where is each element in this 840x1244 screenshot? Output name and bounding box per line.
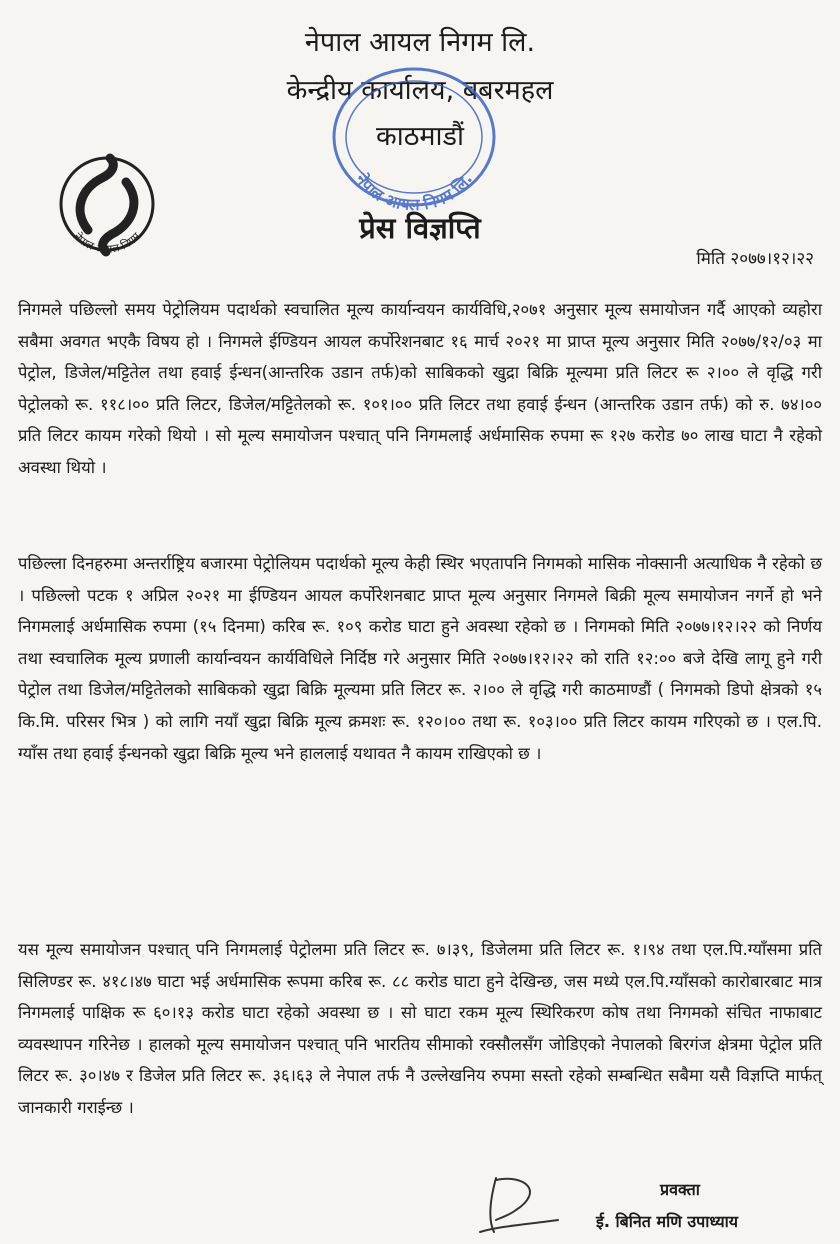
spokesperson-name: ई. बिनित मणि उपाध्याय: [596, 1212, 739, 1231]
paragraph-1: निगमले पछिल्लो समय पेट्रोलियम पदार्थको स्वचालित मूल्य कार्यान्वयन कार्यविधि,२०७१ अनुसार मूल्य समायोजन गर्दै आएको व्यहोरा सबैमा अवगत भएकै विषय हो । निगमले ईण्डियन आयल कर्पोरेशनबाट १६ मार्च २०२१ मा प्राप्त मूल्य अनुसार मिति २०७७/१२/०३ मा पेट्रोल, डिजेल/मट्टितेल तथा हवाई ईन्धन(आन्तरिक उडान तर्फ)को साबिकको खुद्रा बिक्रि मूल्यमा प्रति लिटर रू २।०० ले वृद्धि गरी पेट्रोलको रू. ११८।०० प्रति लिटर, डिजेल/मट्टितेलको रू. १०१।०० प्रति लिटर तथा हवाई ईन्धन (आन्तरिक उडान तर्फ) को रु. ७४।०० प्रति लिटर कायम गरेको थियो । सो मूल्य समायोजन पश्चात् पनि निगमलाई अर्धमासिक रुपमा रू १२७ करोड ७० लाख घाटा नै रहेको अवस्था थियो ।: [18, 300, 822, 477]
spokesperson-role: प्रवक्ता: [660, 1180, 700, 1199]
paragraph-2: पछिल्ला दिनहरुमा अन्तर्राष्ट्रिय बजारमा पेट्रोलियम पदार्थको मूल्य केही स्थिर भएतापनि निगमको मासिक नोक्सानी अत्याधिक नै रहेको छ । पछिल्लो पटक १ अप्रिल २०२१ मा ईण्डियन आयल कर्पोरेशनबाट प्राप्त मूल्य अनुसार निगमले बिक्री मूल्य समायोजन नगर्ने हो भने निगमलाई अर्धमासिक रुपमा (१५ दिनमा) करिब रू. १०९ करोड घाटा हुने अवस्था रहेको छ । निगमको मिति २०७७।१२।२२ को निर्णय तथा स्वचालिक मूल्य प्रणाली कार्यान्वयन कार्यविधिले निर्दिष्ठ गरे अनुसार मिति २०७७।१२।२२ को राति १२:०० बजे देखि लागू हुने गरी पेट्रोल तथा डिजेल/मट्टितेलको साबिकको खुद्रा बिक्रि मूल्यमा प्रति लिटर रू. २।०० ले वृद्धि गरी काठमाण्डौं ( निगमको डिपो क्षेत्रको १५ कि.मि. परिसर भित्र ) को लागि नयाँ खुद्रा बिक्रि मूल्य क्रमशः रू. १२०।०० तथा रू. १०३।०० प्रति लिटर कायम गरिएको छ । एल.पि. ग्याँस तथा हवाई ईन्धनको खुद्रा बिक्रि मूल्य भने हाललाई यथावत नै कायम राखिएको छ ।: [18, 554, 822, 763]
paragraph-3: यस मूल्य समायोजन पश्चात् पनि निगमलाई पेट्रोलमा प्रति लिटर रू. ७।३९, डिजेलमा प्रति लिटर रू. १।९४ तथा एल.पि.ग्याँसमा प्रति सिलिण्डर रू. ४१८।४७ घाटा भई अर्धमासिक रूपमा करिब रू. ८८ करोड घाटा हुने देखिन्छ, जस मध्ये एल.पि.ग्याँसको कारोबारबाट मात्र निगमलाई पाक्षिक रू ६०।१३ करोड घाटा रहेको अवस्था छ । सो घाटा रकम मूल्य स्थिरिकरण कोष तथा निगमको संचित नाफाबाट व्यवस्थापन गरिनेछ । हालको मूल्य समायोजन पश्चात् पनि भारतिय सीमाको रक्सौलसँग जोडिएको नेपालको बिरगंज क्षेत्रमा पेट्रोल प्रति लिटर रू. ३०।४७ र डिजेल प्रति लिटर रू. ३६।६३ ले नेपाल तर्फ नै उल्लेखनिय रुपमा सस्तो रहेको सम्बन्धित सबैमा यसै विज्ञप्ति मार्फत् जानकारी गराईन्छ ।: [18, 940, 822, 1117]
org-name: नेपाल आयल निगम लि.: [304, 27, 536, 58]
office-stamp: [328, 62, 500, 212]
stamp-text: नेपाल आयल निगम लि.: [351, 170, 477, 212]
office-city: काठमाडौं: [376, 121, 464, 152]
press-release-title: प्रेस विज्ञप्ति: [359, 211, 481, 245]
office-address: केन्द्रीय कार्यालय, बबरमहल: [286, 75, 554, 106]
svg-text:नेपाल आयल निगम लि.: [351, 169, 476, 212]
release-date: मिति २०७७।१२।२२: [696, 249, 814, 269]
signature: [470, 1170, 570, 1240]
logo-text: नेपाल आयल निगम: [71, 230, 143, 256]
